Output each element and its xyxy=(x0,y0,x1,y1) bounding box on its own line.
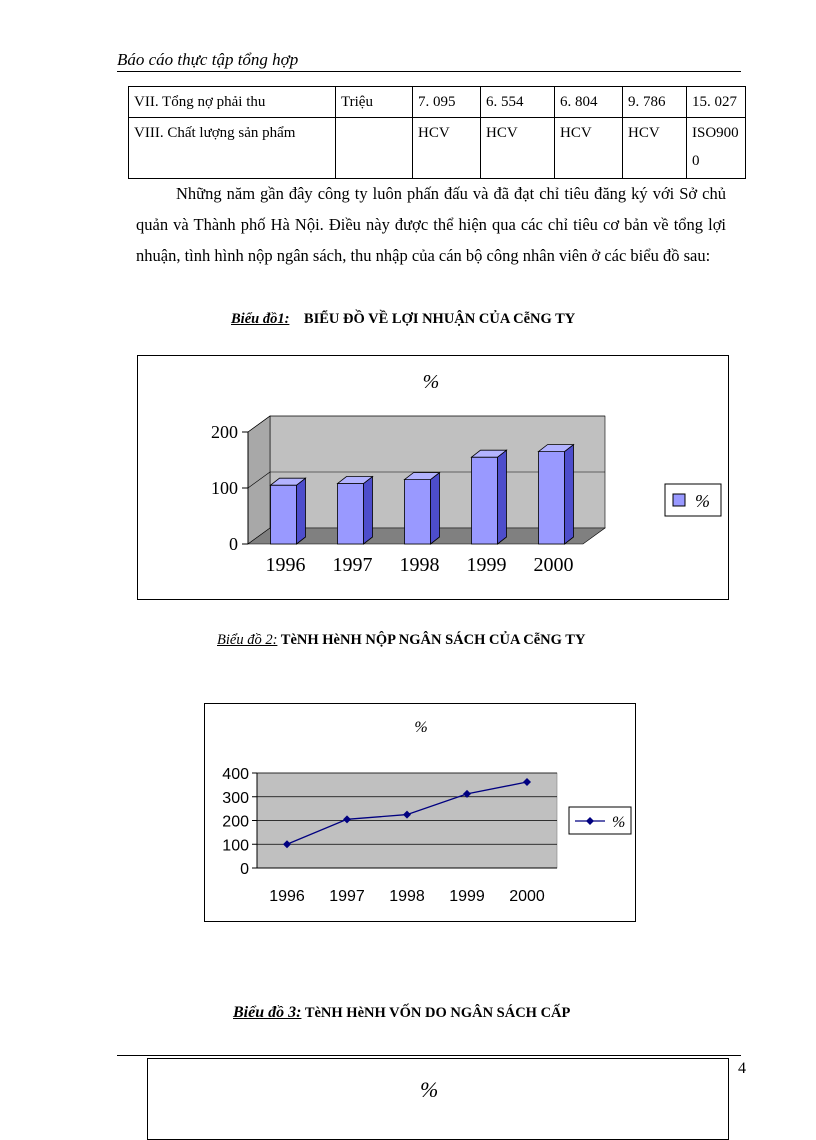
chart1-bar-side xyxy=(364,477,373,544)
header-rule xyxy=(117,71,741,72)
table-cell: 6. 804 xyxy=(555,87,623,118)
footer-rule xyxy=(117,1055,741,1056)
page-header-title: Báo cáo thực tập tổng hợp xyxy=(117,50,299,69)
table-cell: Triệu xyxy=(336,87,413,118)
table-cell: HCV xyxy=(555,118,623,179)
table-row xyxy=(129,118,746,179)
table-cell: HCV xyxy=(413,118,481,179)
chart1-bar-side xyxy=(565,445,574,544)
chart1-profit xyxy=(137,355,729,600)
chart1-title: % xyxy=(422,371,440,393)
chart1-y-tick-label: 200 xyxy=(211,422,238,442)
table-cell: VII. Tổng nợ phải thu xyxy=(129,87,336,118)
chart1-bar-front xyxy=(271,485,297,544)
chart1-bar-front xyxy=(472,457,498,544)
chart1-y-tick-label: 100 xyxy=(211,478,238,498)
chart2-budget xyxy=(204,703,636,922)
chart1-bar-side xyxy=(297,478,306,544)
chart1-bar xyxy=(338,477,373,544)
chart1-caption xyxy=(231,311,575,328)
chart2-legend-label: % xyxy=(612,814,626,831)
table-row xyxy=(129,87,746,118)
chart2-x-tick-label: 1996 xyxy=(269,888,305,905)
chart1-bar xyxy=(539,445,574,544)
table-cell: 6. 554 xyxy=(481,87,555,118)
table-cell: 9. 786 xyxy=(623,87,687,118)
chart1-bar-front xyxy=(539,452,565,544)
chart1-caption-text: BIỂU ĐỒ VỀ LỢI NHUẬN CỦA CễNG TY xyxy=(303,311,576,327)
chart1-legend-label: % xyxy=(695,491,710,511)
chart2-caption-text: TèNH HèNH NỘP NGÂN SÁCH CỦA CễNG TY xyxy=(280,632,586,648)
chart2-y-tick-label: 300 xyxy=(222,789,249,807)
table-cell: HCV xyxy=(481,118,555,179)
chart2-x-tick-label: 1999 xyxy=(449,888,485,905)
table-cell: HCV xyxy=(623,118,687,179)
table-cell: 7. 095 xyxy=(413,87,481,118)
chart1-x-tick-label: 1997 xyxy=(332,554,373,576)
chart2-caption xyxy=(217,632,585,649)
chart1-bar-front xyxy=(338,484,364,544)
chart1-x-tick-label: 1996 xyxy=(265,554,306,576)
chart2-y-tick-label: 100 xyxy=(222,837,249,855)
chart1-legend-swatch xyxy=(673,494,685,506)
chart3-caption xyxy=(233,1004,570,1022)
chart1-bar-side xyxy=(498,450,507,544)
chart1-x-tick-label: 1998 xyxy=(399,554,440,576)
table-cell: VIII. Chất lượng sản phẩm xyxy=(129,118,336,179)
chart3-title: % xyxy=(420,1077,439,1102)
chart2-y-tick-label: 0 xyxy=(240,861,249,878)
chart3-caption-text: TèNH HèNH VỐN DO NGÂN SÁCH CẤP xyxy=(304,1005,571,1021)
table-cell: ISO9000 xyxy=(687,118,746,179)
chart2-caption-label: Biểu đồ 2: xyxy=(217,632,278,648)
chart1-bar xyxy=(472,450,507,544)
chart2-x-tick-label: 1997 xyxy=(329,888,365,905)
chart1-y-tick-label: 0 xyxy=(229,534,238,554)
chart1-x-tick-label: 2000 xyxy=(533,554,574,576)
chart2-y-tick-label: 200 xyxy=(222,813,249,831)
chart1-bar xyxy=(271,478,306,544)
chart2-title: % xyxy=(414,719,428,736)
table-cell: 15. 027 xyxy=(687,87,746,118)
chart1-bar-front xyxy=(405,480,431,544)
chart3-caption-label: Biểu đồ 3: xyxy=(233,1004,302,1021)
chart1-bar-side xyxy=(431,473,440,544)
chart1-x-tick-label: 1999 xyxy=(466,554,507,576)
table-cell xyxy=(336,118,413,179)
chart1-caption-label: Biểu đồ1: xyxy=(231,311,290,327)
chart2-y-tick-label: 400 xyxy=(222,766,249,783)
chart2-x-tick-label: 2000 xyxy=(509,888,545,905)
body-paragraph xyxy=(136,178,726,271)
page-number: 4 xyxy=(738,1060,746,1077)
summary-table xyxy=(128,86,746,179)
paragraph-text: Những năm gần đây công ty luôn phấn đấu và đã đạt chỉ tiêu đăng ký với Sở chủ quản và Thành phố Hà Nội. Điều này được thể hiện qua các chỉ tiêu cơ bản về tổng lợi nhuận, tình hình nộp ngân sách, thu nhập của cán bộ công nhân viên ở các biểu đồ sau: xyxy=(136,184,726,265)
chart2-x-tick-label: 1998 xyxy=(389,888,425,905)
chart1-bar xyxy=(405,473,440,544)
